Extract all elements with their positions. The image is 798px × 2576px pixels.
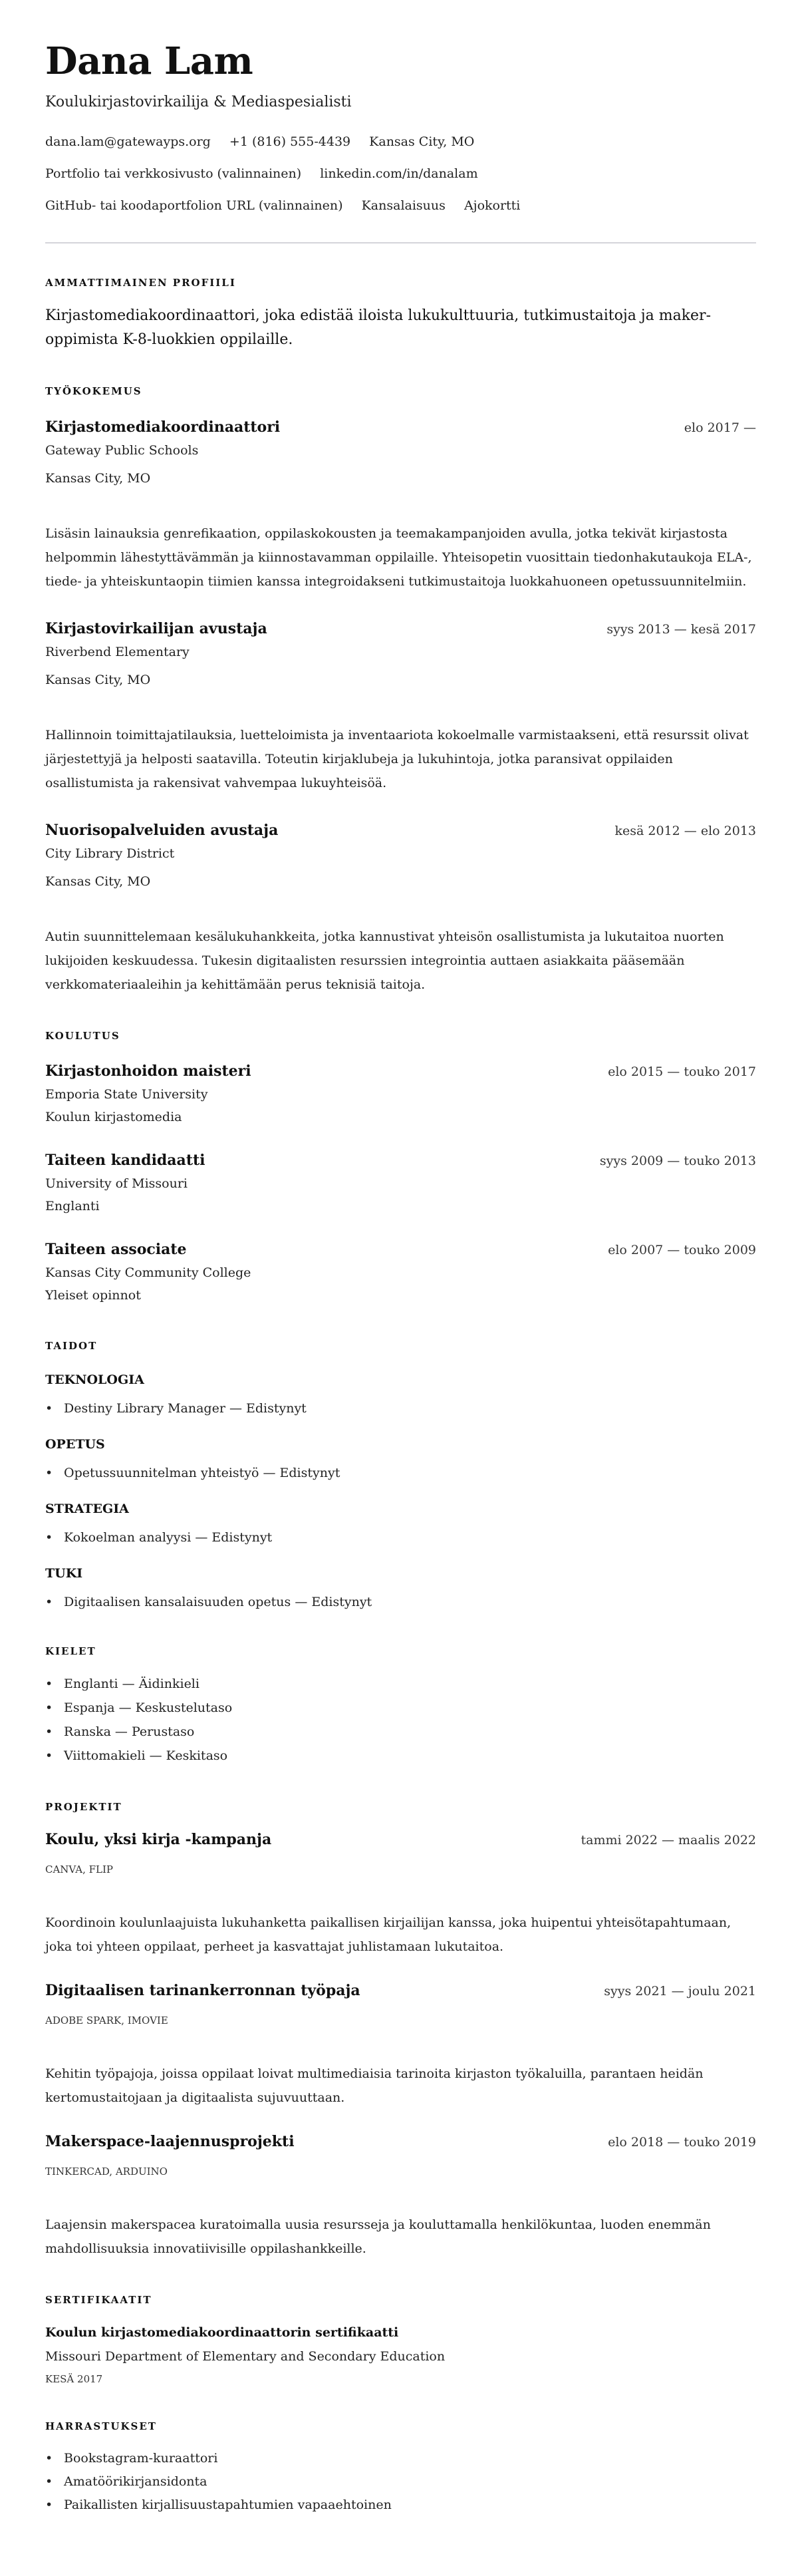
- section-heading: SERTIFIKAATIT: [45, 2294, 152, 2306]
- school-name: Emporia State University: [45, 1087, 208, 1102]
- field-of-study: Yleiset opinnot: [45, 1288, 141, 1303]
- skill-category: TUKI: [45, 1566, 83, 1581]
- job-location: Kansas City, MO: [45, 673, 151, 687]
- experience-section: [45, 385, 756, 997]
- school-name: University of Missouri: [45, 1176, 188, 1191]
- language-item: • Viittomakieli — Keskitaso: [45, 1744, 756, 1768]
- contact-row: [45, 196, 756, 216]
- contact-row: [45, 132, 756, 152]
- job-location: Kansas City, MO: [45, 471, 151, 486]
- language-item: • Espanja — Keskustelutaso: [45, 1696, 756, 1720]
- job-description: Lisäsin lainauksia genrefikaation, oppilaskokousten ja teemakampanjoiden avulla, jotka tekivät kirjastosta helpommin lähestyttävämmän ja kiinnostavamman oppilaille. Yhteisopetin vuosittain tiedonhakutaukoja ELA-, tiede- ja yhteiskuntaopin tiimien kanssa integroidakseni tutkimustaitoja luokkahuoneen opetussuunnitelmiin.: [45, 526, 752, 589]
- candidate-title: Koulukirjastovirkailija & Mediaspesialisti: [45, 94, 352, 110]
- degree-title: Kirjastonhoidon maisteri: [45, 1062, 251, 1080]
- certificate-issuer: Missouri Department of Elementary and Secondary Education: [45, 2349, 446, 2364]
- degree-title: Taiteen associate: [45, 1241, 187, 1258]
- skill-list: [45, 1528, 756, 1547]
- hobby-item: • Paikallisten kirjallisuustapahtumien vapaaehtoinen: [45, 2494, 756, 2517]
- education-entry: [45, 1060, 756, 1128]
- language-item: • Englanti — Äidinkieli: [45, 1672, 756, 1696]
- project-title: Koulu, yksi kirja -kampanja: [45, 1831, 272, 1848]
- project-dates: elo 2018 — touko 2019: [608, 2135, 756, 2150]
- resume-header: [45, 40, 756, 216]
- skill-list: [45, 1398, 756, 1418]
- job-dates: elo 2017 —: [684, 420, 756, 435]
- profile-summary: Kirjastomediakoordinaattori, joka edistää iloista lukukulttuuria, tutkimustaitoja ja maker-oppimista K-8-luokkien oppilaille.: [45, 307, 712, 348]
- skill-list: [45, 1592, 756, 1612]
- job-dates: kesä 2012 — elo 2013: [614, 824, 756, 838]
- job-description: Autin suunnittelemaan kesälukuhankkeita, jotka kannustivat yhteisön osallistumista ja lukutaitoa nuorten lukijoiden keskuudessa. Tukesin digitaalisten resurssien integrointia auttaen asiakkaita pääsemään verkkomateriaaleihin ja kehittämään perus teknisiä taitoja.: [45, 929, 724, 992]
- hobby-list: [45, 2447, 756, 2517]
- certificate-date: KESÄ 2017: [45, 2373, 103, 2385]
- contact-email[interactable]: dana.lam@gatewayps.org: [45, 134, 211, 149]
- skill-item: • Destiny Library Manager — Edistynyt: [45, 1398, 756, 1418]
- project-dates: syys 2021 — joulu 2021: [604, 1984, 756, 1999]
- profile-section: [45, 276, 756, 352]
- languages-section: [45, 1645, 756, 1768]
- hobby-item: • Amatöörikirjansidonta: [45, 2470, 756, 2494]
- skill-item: • Digitaalisen kansalaisuuden opetus — Edistynyt: [45, 1592, 756, 1612]
- candidate-name: Dana Lam: [45, 39, 253, 83]
- section-heading: TAIDOT: [45, 1340, 98, 1352]
- contact-row: [45, 164, 756, 184]
- job-dates: syys 2013 — kesä 2017: [606, 622, 756, 637]
- field-of-study: Koulun kirjastomedia: [45, 1110, 182, 1124]
- job-company: Gateway Public Schools: [45, 443, 199, 458]
- skill-category: TEKNOLOGIA: [45, 1372, 144, 1387]
- contact-linkedin[interactable]: linkedin.com/in/danalam: [320, 166, 478, 181]
- project-dates: tammi 2022 — maalis 2022: [581, 1833, 756, 1848]
- section-heading: KIELET: [45, 1645, 96, 1657]
- education-entry: [45, 1149, 756, 1217]
- section-heading: PROJEKTIT: [45, 1801, 122, 1813]
- education-entry: [45, 1238, 756, 1307]
- project-description: Koordinoin koulunlaajuista lukuhanketta paikallisen kirjailijan kanssa, joka huipentui yhteisötapahtumaan, joka toi yhteen oppilaat, perheet ja kasvattajat juhlistamaan lukutaitoa.: [45, 1915, 732, 1954]
- section-heading: TYÖKOKEMUS: [45, 385, 142, 397]
- contact-citizenship: Kansalaisuus: [361, 198, 446, 213]
- contact-portfolio[interactable]: Portfolio tai verkkosivusto (valinnainen): [45, 166, 302, 181]
- certificate-title: Koulun kirjastomediakoordinaattorin sertifikaatti: [45, 2325, 399, 2340]
- section-heading: HARRASTUKSET: [45, 2420, 157, 2432]
- project-entry: [45, 1979, 756, 2110]
- contact-github[interactable]: GitHub- tai koodaportfolion URL (valinnainen): [45, 198, 343, 213]
- skill-item: • Kokoelman analyysi — Edistynyt: [45, 1528, 756, 1547]
- job-title: Kirjastovirkailijan avustaja: [45, 620, 267, 637]
- degree-dates: elo 2015 — touko 2017: [608, 1064, 756, 1079]
- job-company: City Library District: [45, 846, 175, 861]
- job-entry: [45, 617, 756, 795]
- skill-item: • Opetussuunnitelman yhteistyö — Edistynyt: [45, 1463, 756, 1483]
- skill-category: OPETUS: [45, 1437, 105, 1452]
- degree-dates: elo 2007 — touko 2009: [608, 1243, 756, 1257]
- degree-dates: syys 2009 — touko 2013: [599, 1154, 756, 1168]
- contact-license: Ajokortti: [464, 198, 521, 213]
- job-description: Hallinnoin toimittajatilauksia, luetteloimista ja inventaariota kokoelmalle varmistaakseni, että resurssit olivat järjestettyjä ja helposti saatavilla. Toteutin kirjaklubeja ja lukuhintoja, jotka paransivat oppilaiden osallistumista ja rakensivat vahvempaa lukuyhteisöä.: [45, 728, 749, 790]
- language-list: [45, 1672, 756, 1768]
- hobbies-section: [45, 2420, 756, 2517]
- certifications-section: [45, 2293, 756, 2387]
- project-entry: [45, 2130, 756, 2261]
- project-title: Makerspace-laajennusprojekti: [45, 2133, 295, 2150]
- header-divider: [45, 242, 756, 243]
- project-description: Laajensin makerspacea kuratoimalla uusia resursseja ja kouluttamalla henkilökuntaa, luoden enemmän mahdollisuuksia innovatiivisille oppilashankkeille.: [45, 2217, 711, 2256]
- education-section: [45, 1029, 756, 1307]
- contact-phone[interactable]: +1 (816) 555-4439: [229, 134, 351, 149]
- project-tech: TINKERCAD, ARDUINO: [45, 2166, 168, 2177]
- degree-title: Taiteen kandidaatti: [45, 1152, 205, 1169]
- job-company: Riverbend Elementary: [45, 645, 190, 659]
- hobby-item: • Bookstagram-kuraattori: [45, 2447, 756, 2470]
- job-entry: [45, 819, 756, 997]
- section-heading: AMMATTIMAINEN PROFIILI: [45, 277, 236, 289]
- skill-category: STRATEGIA: [45, 1502, 129, 1516]
- skills-section: [45, 1339, 756, 1612]
- contact-location: Kansas City, MO: [369, 134, 475, 149]
- school-name: Kansas City Community College: [45, 1265, 251, 1280]
- job-location: Kansas City, MO: [45, 874, 151, 889]
- project-tech: CANVA, FLIP: [45, 1863, 114, 1875]
- skill-list: [45, 1463, 756, 1483]
- project-tech: ADOBE SPARK, IMOVIE: [45, 2014, 168, 2026]
- project-title: Digitaalisen tarinankerronnan työpaja: [45, 1982, 360, 1999]
- project-entry: [45, 1828, 756, 1959]
- field-of-study: Englanti: [45, 1199, 100, 1213]
- section-heading: KOULUTUS: [45, 1030, 120, 1042]
- project-description: Kehitin työpajoja, joissa oppilaat loivat multimediaisia tarinoita kirjaston työkaluilla, parantaen heidän kertomustaitojaan ja digitaalista sujuvuuttaan.: [45, 2066, 704, 2105]
- job-title: Nuorisopalveluiden avustaja: [45, 822, 279, 839]
- job-entry: [45, 416, 756, 593]
- projects-section: [45, 1800, 756, 2261]
- language-item: • Ranska — Perustaso: [45, 1720, 756, 1744]
- job-title: Kirjastomediakoordinaattori: [45, 418, 281, 436]
